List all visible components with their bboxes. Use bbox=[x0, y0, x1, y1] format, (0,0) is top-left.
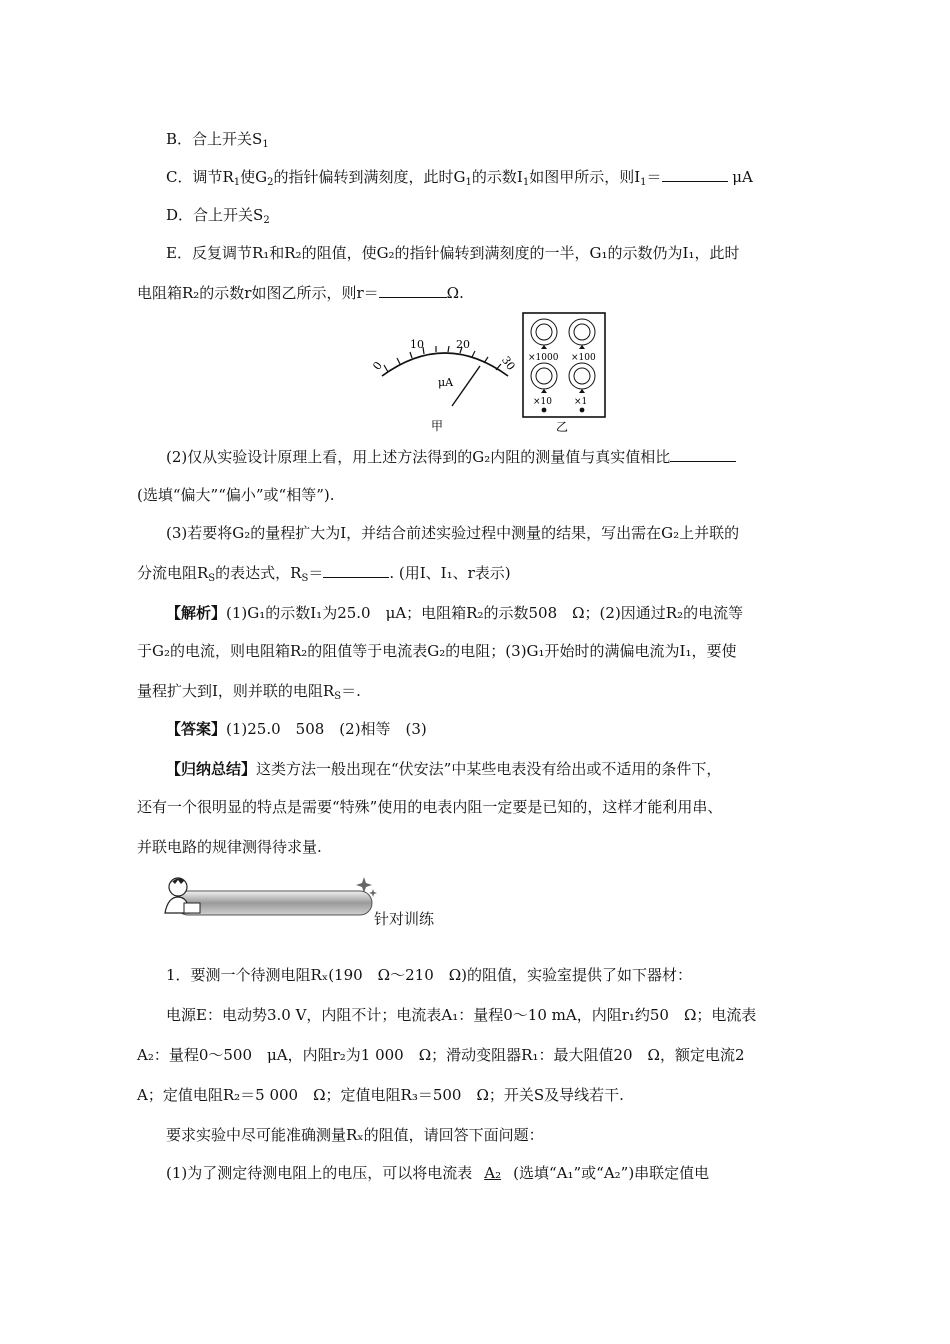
problem-1-line5: 要求实验中尽可能准确测量Rₓ的阻值，请回答下面问题： bbox=[166, 1126, 544, 1144]
option-b: B．合上开关$S_1$ bbox=[166, 130, 269, 150]
summary-line3: 并联电路的规律测得待求量. bbox=[137, 838, 322, 856]
dial-label-100: ×100 bbox=[571, 353, 596, 363]
problem-1-line3: A₂：量程0～500 μA，内阻r₂为1 000 Ω；滑动变阻器R₁：最大阻值20 Ω，额定电流2 bbox=[137, 1046, 745, 1064]
analysis-line1: 【解析】(1)G₁的示数I₁为25.0 μA；电阻箱R₂的示数508 Ω；(2)因通过R₂的电流等 bbox=[166, 604, 744, 622]
question-3-line2: 分流电阻$R_S$的表达式，$R_S=$ . (用I、I₁、r表示) bbox=[137, 564, 511, 584]
banner-bar bbox=[176, 891, 372, 915]
summary-line1: 【归纳总结】这类方法一般出现在“伏安法”中某些电表没有给出或不适用的条件下， bbox=[166, 760, 722, 778]
banner-label: 针对训练 bbox=[374, 910, 435, 928]
answer-line: 【答案】(1)25.0 508 (2)相等 (3) bbox=[166, 720, 427, 738]
tick-10: 10 bbox=[410, 338, 424, 351]
meter-figure bbox=[370, 318, 520, 438]
question-2-line2: (选填“偏大”“偏小”或“相等”). bbox=[137, 486, 335, 504]
answer-blank bbox=[323, 563, 389, 578]
filled-answer: A₂ bbox=[484, 1164, 502, 1182]
tick-30: 30 bbox=[498, 353, 518, 373]
answer-blank bbox=[379, 283, 447, 298]
tick-20: 20 bbox=[456, 338, 470, 351]
answer-blank bbox=[662, 167, 728, 182]
problem-1-line1: 1．要测一个待测电阻Rₓ(190 Ω～210 Ω)的阻值，实验室提供了如下器材： bbox=[166, 966, 693, 984]
meter-unit: μA bbox=[438, 376, 454, 389]
problem-1-line6: (1)为了测定待测电阻上的电压，可以将电流表 A₂ (选填“A₁”或“A₂”)串联定值电 bbox=[166, 1164, 710, 1182]
box-caption: 乙 bbox=[556, 420, 569, 434]
analysis-line2: 于G₂的电流，则电阻箱R₂的阻值等于电流表G₂的电阻；(3)G₁开始时的满偏电流为I₁，要使 bbox=[137, 642, 737, 660]
option-e-line1: E．反复调节R₁和R₂的阻值，使G₂的指针偏转到满刻度的一半，G₁的示数仍为I₁，此时 bbox=[166, 244, 740, 262]
problem-1-line4: A；定值电阻R₂＝5 000 Ω；定值电阻R₃＝500 Ω；开关S及导线若干. bbox=[137, 1086, 624, 1104]
option-c: C．调节$R_1$使$G_2$的指针偏转到满刻度，此时$G_1$的示数$I_1$如图甲所示，则$I_1= \mu A$ bbox=[166, 168, 753, 188]
summary-line2: 还有一个很明显的特点是需要“特殊”使用的电表内阻一定要是已知的，这样才能利用串、 bbox=[137, 798, 723, 816]
dial-label-1: ×1 bbox=[574, 397, 588, 407]
meter-needle bbox=[452, 366, 480, 406]
question-3-line1: (3)若要将G₂的量程扩大为I，并结合前述实验过程中测量的结果，写出需在G₂上并联的 bbox=[166, 524, 740, 542]
tick-0: 0 bbox=[370, 359, 385, 373]
problem-1-line2: 电源E：电动势3.0 V，内阻不计；电流表A₁：量程0～10 mA，内阻r₁约50 Ω；电流表 bbox=[166, 1006, 757, 1024]
question-2-line1: (2)仅从实验设计原理上看，用上述方法得到的G₂内阻的测量值与真实值相比 bbox=[166, 446, 846, 468]
dial-label-10: ×10 bbox=[533, 397, 552, 407]
answer-blank bbox=[670, 447, 736, 462]
analysis-line3: 量程扩大到I，则并联的电阻$R_S=$. bbox=[137, 682, 361, 702]
resistance-box-figure bbox=[522, 312, 606, 434]
option-d: D．合上开关$S_2$ bbox=[166, 206, 270, 226]
meter-caption: 甲 bbox=[431, 419, 444, 433]
option-e-line2: 电阻箱R₂的示数r如图乙所示，则r＝ Ω. bbox=[137, 284, 464, 302]
dial-label-1000: ×1000 bbox=[528, 353, 559, 363]
